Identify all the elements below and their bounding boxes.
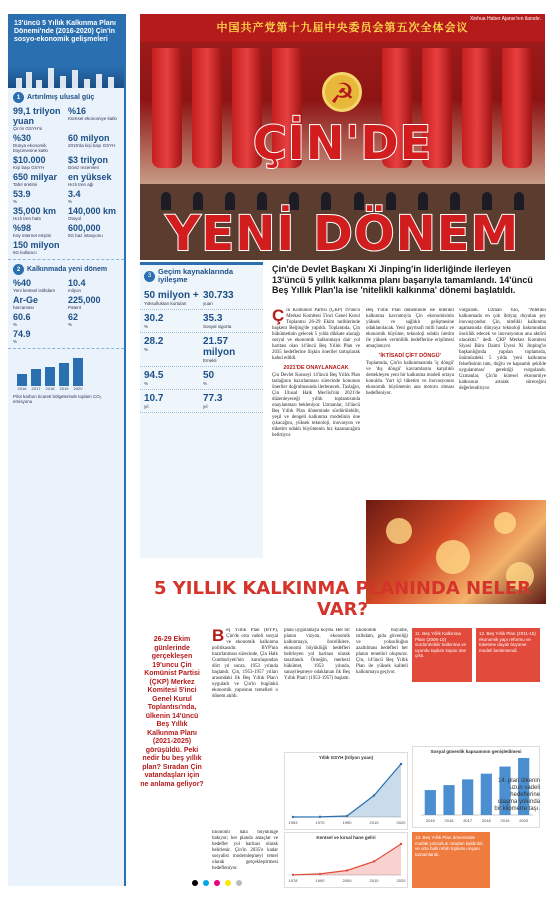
stat-value: Ar-Ge: [13, 295, 39, 305]
stat-value: 30.2: [144, 313, 164, 324]
paragraph: vurguladı. Uzman Yao, "Nitelikli kalkınmada en çok ihtiyaç duyulan şey inovasyondur. Çin, nitelikli kalkınma aşamasında dünyaya teknoloji bakımından öncülük edecek ve inovasyonun ana aktörü olacaktır." dedi. ÇKP Merkez Komitesi Siyasi Büro Daimi Üyesi Xi Jinping'in başkanlığında yapılan toplantıda, önümüzdeki 5 yılda 'yeni kalkınma felsefesinin tam, doğru ve kapsamlı şekilde uygulanması' gerektiği vurgulandı. Uzmanlar, Çin'in küresel ekonomiye katkısının artarak süreceğini değerlendiriyor.: [459, 308, 546, 391]
stat-value: en yüksek: [68, 172, 112, 182]
stat-value: 3.4: [68, 189, 81, 199]
stat-value: 94.5: [144, 370, 164, 381]
stat-label: Küresel ekonomiye katkı: [68, 116, 118, 121]
bar: [443, 785, 454, 815]
tick-label: 2016: [17, 386, 27, 391]
section-national-power: [8, 88, 124, 260]
stat-value: 62: [68, 312, 79, 322]
stat-item: [68, 295, 119, 310]
data-point: [292, 816, 294, 818]
headline-line-2: YENİ DÖNEM: [165, 206, 520, 260]
stat-label: yuan: [203, 301, 213, 306]
tick-label: 1990: [315, 878, 325, 883]
chart-canvas: [285, 840, 407, 884]
article-column: [212, 628, 278, 748]
section-title: Artırılmış ulusal güç: [27, 94, 95, 101]
stat-item: [203, 336, 259, 363]
data-point: [346, 869, 348, 871]
stat-item: [144, 290, 200, 306]
chart-canvas: [285, 760, 407, 826]
stat-label: %: [68, 322, 73, 327]
article-column: [356, 628, 408, 758]
tick-label: 1978: [288, 878, 298, 883]
stat-value: 35,000 km: [13, 206, 57, 216]
stat-label: %: [144, 347, 149, 352]
paragraph: Ekonomi hala büyüklüğe bakıyor; her planda amaçlar ve hedefler yol haritası olarak belirlenir. Çin'in 2035'e kadar sosyalist modernleşmeyi temel olarak gerçekleştirmesi hedefleniyor.: [212, 830, 278, 871]
paragraph: Beş Yıllık Plan döneminde ise nitelikli kalkınma kavramıyla Çin ekonomisinin yüksek ve sağlıklı gelişmesine odaklanılacak. Yeni gayrisafi milli hasıla ve ekonomik büyüme, teknoloji odaklı üretim ile yüksek verimlilik hedeflerine erişilmesi amaçlanıyor.: [366, 308, 454, 349]
data-point: [400, 763, 402, 765]
tick-label: 2015: [425, 818, 435, 823]
bar: [425, 790, 436, 815]
stat-label: Sosyal sigorta: [203, 324, 232, 329]
stat-value: 30.733: [203, 290, 234, 301]
stat-item: [68, 189, 119, 204]
income-line-chart: [284, 832, 408, 888]
stat-value: 140,000 km: [68, 206, 117, 216]
section-title: Geçim kaynaklarında iyileşme: [158, 267, 234, 284]
series-area: [293, 764, 401, 817]
tick-label: 2017: [463, 818, 473, 823]
plenary-session-photo: [140, 14, 545, 260]
drop-cap: B: [212, 628, 225, 645]
stat-value: 225,000: [68, 295, 101, 305]
print-registration-marks: [192, 880, 242, 886]
tick-label: 2020: [396, 878, 406, 883]
stat-label: Çin'in GSYH'si: [13, 126, 43, 131]
livelihood-infographic: [140, 262, 263, 558]
drop-cap: Ç: [272, 308, 285, 325]
stat-label: Tahıl üretimi: [13, 182, 38, 187]
tick-label: 1990: [342, 820, 352, 825]
paragraph: planı uygulamaya koydu. Her bir planın vizyon, ekonomik kalkınmaya, önceliklere, ekonomi büyüklüğü hedefleri belirleyen yol haritası olarak tasarlandı. Örneğin, merkezi hükümet, 1953 yılında, sanayileşmeye odaklanan ilk Beş Yıllık Plan'ı (1953-1957) başlattı.: [284, 628, 350, 681]
stat-item: [13, 206, 64, 221]
section-headline: 5 YILLIK KALKINMA PLANINDA NELER VAR?: [153, 578, 532, 620]
stat-item: [144, 336, 200, 363]
stat-label: 5G kullanıcı: [13, 250, 37, 255]
stat-item: [203, 393, 259, 409]
stat-item: [68, 155, 119, 170]
stat-label: Dünya ekonomik büyümesine katkı: [13, 143, 49, 153]
tick-label: 1970: [315, 820, 325, 825]
stat-row: [140, 390, 263, 413]
stat-item: [13, 329, 64, 344]
tick-label: 2020: [396, 820, 406, 825]
article-lead: Çin'de Devlet Başkanı Xi Jinping'in liderliğinde ilerleyen 13'üncü 5 yıllık kalkınma planı başarıyla tamamlandı. 14'üncü Beş Yıllık Plan'la ise 'nitelikli kalkınma' dönemi başlatıldı.: [272, 264, 533, 295]
stat-item: [13, 133, 64, 153]
tick-label: 2018: [481, 818, 491, 823]
stat-row: [140, 333, 263, 367]
stat-label: yıl: [144, 404, 149, 409]
left-infographic-title: 13'üncü 5 Yıllık Kalkınma Planı Dönemi'nde (2016-2020) Çin'in sosyo-ekonomik gelişmeleri: [14, 20, 116, 43]
tick-label: 2019: [59, 386, 69, 391]
stat-label: %: [13, 339, 18, 344]
tick-label: 2018: [45, 386, 55, 391]
article-column: [212, 830, 278, 886]
paragraph: eş Yıllık Plan (BYP), Çin'de orta vadeli sosyal ve ekonomik kalkınma politikasıdır. BYP'nin hazırlanması sürecinde, Çin Halk Cumhuriyeti'nin kuruluşundan dört yıl sonra, 1953 yılında başlandı. Çin, 1953-1957 yılları arasındaki ilk Beş Yıllık Plan'ı uyguladı ve Çin'in bugünkü ekonomik yapısının temelleri o dönem atıldı.: [212, 628, 278, 699]
gdp-line-chart: [284, 752, 408, 830]
stat-item: [68, 106, 119, 131]
section-new-development: [8, 260, 124, 349]
stat-row: [140, 367, 263, 390]
stat-item: [144, 313, 200, 329]
stat-item: [68, 278, 119, 293]
stat-item: [68, 133, 119, 153]
stat-value: 60 milyon: [68, 133, 110, 143]
tick-label: 2000: [342, 878, 352, 883]
stat-item: [13, 295, 64, 310]
stat-value: $10.000: [13, 155, 46, 165]
section-number-2: 2: [13, 264, 24, 275]
stat-label: Yoksulluktan kurtulan: [144, 301, 187, 306]
stat-label: harcaması: [13, 305, 35, 310]
stat-row: [140, 310, 263, 333]
stat-label: milyon: [68, 288, 82, 293]
stats-grid: [13, 106, 119, 255]
stat-label: Otoyol: [68, 216, 82, 221]
stat-item: [203, 370, 259, 386]
section-number-1: 1: [13, 92, 24, 103]
tick-label: 2016: [444, 818, 454, 823]
tick-label: 2019: [500, 818, 510, 823]
stat-item: [13, 312, 64, 327]
stat-label: Hızlı tren ağı: [68, 182, 94, 187]
paragraph: in Komünist Partisi (ÇKP) 19'uncu Merkez Komitesi 5'inci Genel Kurul Toplantısı 26-29 Ekim tarihlerinde başkent Beijing'de yapıldı. Toplantıda, Çin hükümetinin gelecek 5 yılda dikkate alacağı sosyal ve ekonomik kalkınmaya dair yol haritası olan 14'üncü Beş Yıllık Plan ve 2035 hedeflerine ilişkin öneriler tartışılarak kabul edildi.: [272, 308, 360, 361]
stat-item: [13, 223, 64, 238]
stat-value: %40: [13, 278, 32, 288]
stat-value: 28.2: [144, 336, 164, 347]
stat-label: %: [203, 381, 208, 386]
stat-item: [203, 313, 259, 329]
section-carbon-chart: [8, 349, 124, 408]
city-skyline-illustration: [8, 66, 124, 88]
stat-row: [140, 287, 263, 310]
stat-value: %16: [68, 106, 87, 116]
article-column-2: [366, 308, 454, 496]
stat-value: 53.9: [13, 189, 31, 199]
photo-credit: Xinhua Haber Ajansı'nın ilanıdır.: [469, 16, 541, 22]
plan-note-11: 11. Beş Yıllık Kalkınma Planı (2006-10) sürdürülebilir kalkınma ve uyumlu toplum inşası öne çıktı.: [412, 628, 472, 682]
stat-label: Patent: [68, 305, 82, 310]
bar: [31, 369, 41, 386]
five-year-plan-section: [140, 578, 545, 890]
party-emblem-icon: [322, 72, 362, 112]
headline-line-1: ÇİN'DE: [252, 116, 433, 170]
tick-label: 2010: [369, 820, 379, 825]
stat-item: [68, 172, 119, 187]
stat-item: [68, 206, 119, 221]
stat-label: Döviz rezervleri: [68, 165, 100, 170]
stat-item: [13, 278, 64, 293]
chart-title: Kentsel ve kırsal hane geliri: [316, 835, 376, 840]
tick-label: 1953: [288, 820, 298, 825]
stat-value: 10.4: [68, 278, 86, 288]
tick-label: 2010: [369, 878, 379, 883]
stat-label: %: [13, 199, 18, 204]
stat-value: 10.7: [144, 393, 164, 404]
chart-title: Yıllık GSYH (trilyon yuan): [318, 755, 374, 760]
stat-value: %98: [13, 223, 32, 233]
stat-item: [13, 240, 64, 255]
data-point: [373, 860, 375, 862]
bar-chart: [13, 356, 119, 386]
left-infographic-header: [8, 14, 124, 88]
stats-grid: [13, 278, 119, 344]
stat-label: %: [13, 322, 18, 327]
stat-value: 60.6: [13, 312, 31, 322]
stat-label: %: [144, 381, 149, 386]
stat-item: [144, 370, 200, 386]
side-note: 14. plan ülkenin uzun vadeli hedeflerine ulaşma yolunda bir kilometre taşı.: [494, 778, 540, 812]
chart-title: Sosyal güvenlik kapsamının genişletilmesi: [430, 749, 522, 754]
stat-label: Kişi başı GSYH: [13, 165, 45, 170]
stat-value: 77.3: [203, 393, 223, 404]
stat-value: 50 milyon +: [144, 290, 199, 301]
stat-label: yıl: [203, 404, 208, 409]
stat-label: Hızlı tren hattı: [13, 216, 42, 221]
paragraph: Ekonomik büyüme, istihdam, gıda güvenliği ve yoksulluğun azaltılması hedefleri her planın temelini oluşturur. Çin, 14'üncü Beş Yıllık Plan ile yüksek kaliteli kalkınmaya geçiyor.: [356, 628, 408, 675]
bar: [462, 779, 473, 815]
stat-label: %: [68, 199, 73, 204]
paragraph: Toplantıda, Çin'in kalkınmasında 'iç döngü' ve 'dış döngü' kavramlarını karşılıklı destekleyen yeni bir kalkınma modeli ortaya konuldu. Yurt içi tüketim ve inovasyonun ekonomik büyümenin ana motoru olması hedefleniyor.: [366, 361, 454, 396]
bar: [45, 367, 55, 386]
stat-item: [203, 290, 259, 306]
article-column: [284, 628, 350, 748]
bar: [17, 374, 27, 386]
section-number-3: 3: [144, 271, 155, 282]
stat-item: [13, 189, 64, 204]
stat-item: [68, 223, 119, 238]
stat-value: 21.57 milyon: [203, 336, 236, 358]
stat-label: %: [144, 324, 149, 329]
livelihood-stats: [140, 287, 263, 413]
chart-caption: Pilot karbon ticareti bölgelerinde toplam CO₂ emisyonu: [13, 394, 102, 404]
section-title: Kalkınmada yeni dönem: [27, 266, 108, 273]
tick-label: 2020: [519, 818, 529, 823]
congress-banner: 中国共产党第十九届中央委员会第五次全体会议: [140, 14, 545, 42]
data-point: [292, 874, 294, 876]
stat-value: 150 milyon: [13, 240, 60, 250]
stat-value: 650 milyar: [13, 172, 58, 182]
bar: [481, 774, 492, 815]
stat-item: [144, 393, 200, 409]
bar: [73, 358, 83, 386]
stat-value: 35.3: [203, 313, 223, 324]
bar: [59, 363, 69, 386]
stat-label: Köy internet erişimi: [13, 233, 52, 238]
stat-value: $3 trilyon: [68, 155, 109, 165]
stat-value: %30: [13, 133, 32, 143]
subheading: 2021'DE ONAYLANACAK: [283, 365, 349, 371]
left-infographic: [8, 14, 126, 886]
tick-label: 2020: [73, 386, 83, 391]
plan-note-13: 13. Beş Yıllık Plan döneminde mutlak yoksulluk ortadan kaldırıldı ve orta halli refah toplumu inşası tamamlandı.: [412, 832, 490, 888]
stat-item: [13, 172, 64, 187]
paragraph: Çin Devlet Konseyi 14'üncü Beş Yıllık Plan taslağının hazırlanması sürecinde konunun öneriler doğrultusunda ilerlenecek. Taslağın, Çin Ulusal Halk Meclisi'nin 2021'de düzenleyeceği yıllık toplantısında onaylanması bekleniyor. Uzmanlar, 14'üncü Beş Yıllık Plan döneminde sürdürülebilir, yeşil ve dengeli kalkınma modelinin öne çıkacağını, yüksek teknoloji, inovasyon ve tüketim odaklı büyümenin hız kazanacağını belirtiyor.: [272, 373, 360, 438]
stat-value: 74.9: [13, 329, 31, 339]
data-point: [400, 843, 402, 845]
stat-value: 600,000: [68, 223, 101, 233]
stat-label: 2019'da kişi başı GSYH: [68, 143, 116, 148]
data-point: [373, 794, 375, 796]
stat-item: [13, 155, 64, 170]
stat-item: [13, 106, 64, 131]
stat-label: Yeni kentsel istihdam: [13, 288, 56, 293]
stat-label: 5G baz istasyonu: [68, 233, 103, 238]
tick-label: 2017: [31, 386, 41, 391]
data-point: [319, 873, 321, 875]
stat-item: [68, 312, 119, 327]
article-column-1: [272, 308, 360, 578]
subheading: 'İKTİSADİ ÇİFT DÖNGÜ': [379, 353, 441, 359]
article-column-3: [459, 308, 546, 504]
section-intro: 26-29 Ekim günlerinde gerçekleşen 19'uncu Çin Komünist Partisi (ÇKP) Merkez Komitesi 5'inci Genel Kurul Toplantısı'nda, ülkenin 14'üncü Beş Yıllık Kalkınma Planı (2021-2025) görüşüldü. Peki nedir bu beş yıllık plan? Sıradan Çin vatandaşları için ne anlama geliyor?: [140, 636, 204, 788]
stat-label: Emekli: [203, 358, 217, 363]
plan-note-12: 12. Beş Yıllık Plan (2011-15) ekonomik yapı reformu ve tüketime dayalı büyüme modeli benimsendi.: [476, 628, 540, 682]
stat-value: 50: [203, 370, 215, 381]
data-point: [346, 815, 348, 817]
data-point: [319, 816, 321, 818]
stat-value: 99,1 trilyon yuan: [13, 106, 61, 126]
bar-chart-labels: [13, 386, 119, 391]
